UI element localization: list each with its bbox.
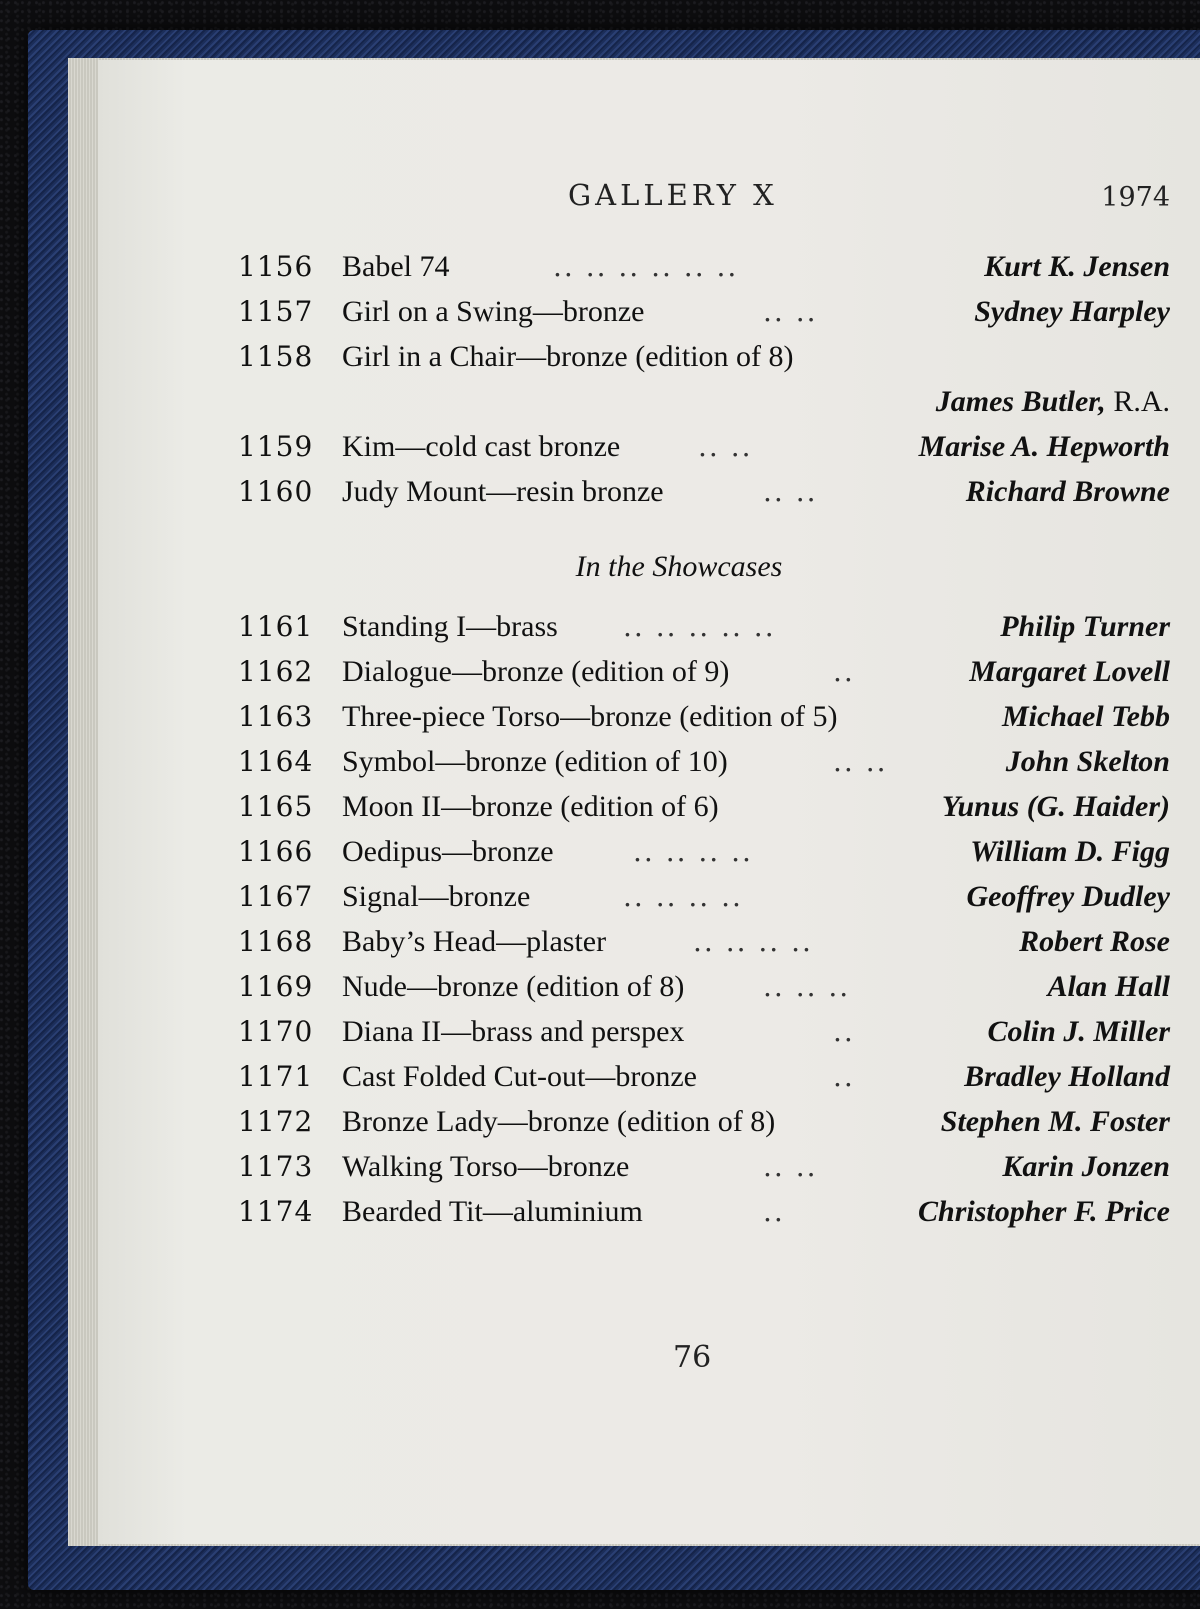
entry-1171 (98, 1055, 1200, 1099)
entry-title: Nude—bronze (edition of 8) (342, 970, 685, 1003)
entry-1164 (98, 740, 1200, 784)
entry-title: Kim—cold cast bronze (342, 430, 621, 463)
entry-title: Babel 74 (342, 250, 450, 283)
entry-title: Bronze Lady—bronze (edition of 8) (342, 1105, 776, 1138)
dot-leader: .. .. (763, 475, 818, 508)
entry-artist: Stephen M. Foster (940, 1105, 1170, 1138)
entry-1163 (98, 695, 1200, 739)
entry-1168 (98, 920, 1200, 964)
entry-title: Dialogue—bronze (edition of 9) (342, 655, 730, 688)
entry-1174 (98, 1190, 1200, 1234)
entry-title: Standing I—brass (342, 610, 558, 643)
entry-artist: Karin Jonzen (1002, 1150, 1170, 1183)
entry-number: 1165 (238, 790, 314, 823)
entry-title: Symbol—bronze (edition of 10) (342, 745, 728, 778)
entry-artist: Richard Browne (965, 475, 1170, 508)
header-year: 1974 (1101, 182, 1170, 213)
entry-1160 (98, 470, 1200, 514)
entry-number: 1160 (238, 475, 314, 508)
entry-artist: James Butler, (935, 385, 1106, 418)
entry-number: 1163 (238, 700, 314, 733)
entry-artist: Colin J. Miller (987, 1015, 1170, 1048)
page-number: 76 (673, 1340, 712, 1375)
entry-number: 1159 (238, 430, 314, 463)
entry-number: 1171 (238, 1060, 314, 1093)
entry-1156 (98, 245, 1200, 289)
running-header (98, 178, 1200, 218)
entry-artist: Robert Rose (1019, 925, 1170, 958)
dot-leader: .. .. .. .. .. .. (553, 250, 739, 283)
entry-1166 (98, 830, 1200, 874)
entry-number: 1164 (238, 745, 314, 778)
entry-title: Baby’s Head—plaster (342, 925, 607, 958)
dot-leader: .. .. .. (763, 970, 851, 1003)
entry-1158 (98, 335, 1200, 379)
entry-artist: Geoffrey Dudley (966, 880, 1170, 913)
entry-number: 1168 (238, 925, 314, 958)
entry-title: Judy Mount—resin bronze (342, 475, 664, 508)
entry-number: 1161 (238, 610, 314, 643)
dot-leader: .. (763, 1195, 785, 1228)
entry-1172 (98, 1100, 1200, 1144)
entry-artist: William D. Figg (970, 835, 1170, 868)
entry-number: 1172 (238, 1105, 314, 1138)
entry-title: Three-piece Torso—bronze (edition of 5) (342, 700, 838, 733)
entry-title: Signal—bronze (342, 880, 531, 913)
entry-artist: Michael Tebb (1001, 700, 1170, 733)
dot-leader: .. .. (833, 745, 888, 778)
dot-leader: .. .. (763, 295, 818, 328)
entry-number: 1162 (238, 655, 314, 688)
entry-title: Oedipus—bronze (342, 835, 554, 868)
dot-leader: .. (833, 1015, 855, 1048)
catalogue-page (98, 60, 1200, 1544)
entry-artist: Sydney Harpley (974, 295, 1170, 328)
section-heading: In the Showcases (575, 550, 783, 583)
entry-artist: Marise A. Hepworth (918, 430, 1170, 463)
entry-title: Walking Torso—bronze (342, 1150, 630, 1183)
entry-1158-artist-line (936, 380, 1170, 424)
entry-number: 1167 (238, 880, 314, 913)
dot-leader: .. .. .. .. (623, 880, 743, 913)
entry-1167 (98, 875, 1200, 919)
dot-leader: .. .. (763, 1150, 818, 1183)
entry-artist: Kurt K. Jensen (984, 250, 1170, 283)
entry-artist: Christopher F. Price (918, 1195, 1170, 1228)
entry-artist: Yunus (G. Haider) (941, 790, 1170, 823)
entry-1173 (98, 1145, 1200, 1189)
dot-leader: .. .. (698, 430, 753, 463)
page-title: GALLERY X (568, 178, 778, 212)
dot-leader: .. .. .. .. (693, 925, 813, 958)
entry-artist: John Skelton (1005, 745, 1170, 778)
entry-1157 (98, 290, 1200, 334)
entry-number: 1170 (238, 1015, 314, 1048)
dot-leader: .. .. .. .. (633, 835, 753, 868)
entry-1165 (98, 785, 1200, 829)
dot-leader: .. .. .. .. .. (623, 610, 776, 643)
entry-number: 1173 (238, 1150, 314, 1183)
entry-title: Diana II—brass and perspex (342, 1015, 685, 1048)
entry-title: Cast Folded Cut-out—bronze (342, 1060, 697, 1093)
entry-artist: Margaret Lovell (969, 655, 1170, 688)
entry-artist: Philip Turner (1000, 610, 1170, 643)
dot-leader: .. (833, 1060, 855, 1093)
entry-number: 1156 (238, 250, 314, 283)
entry-artist: Alan Hall (1047, 970, 1170, 1003)
entry-number: 1169 (238, 970, 314, 1003)
entry-1169 (98, 965, 1200, 1009)
entry-number: 1174 (238, 1195, 314, 1228)
entry-title: Bearded Tit—aluminium (342, 1195, 643, 1228)
entry-1161 (98, 605, 1200, 649)
entry-1162 (98, 650, 1200, 694)
entry-title: Girl in a Chair—bronze (edition of 8) (342, 340, 794, 373)
entry-title: Girl on a Swing—bronze (342, 295, 645, 328)
entry-number: 1157 (238, 295, 314, 328)
entry-1159 (98, 425, 1200, 469)
entry-number: 1166 (238, 835, 314, 868)
dot-leader: .. (833, 655, 855, 688)
entry-number: 1158 (238, 340, 314, 373)
entry-1170 (98, 1010, 1200, 1054)
entry-artist: Bradley Holland (964, 1060, 1170, 1093)
entry-title: Moon II—bronze (edition of 6) (342, 790, 719, 823)
artist-honour: R.A. (1105, 385, 1170, 418)
